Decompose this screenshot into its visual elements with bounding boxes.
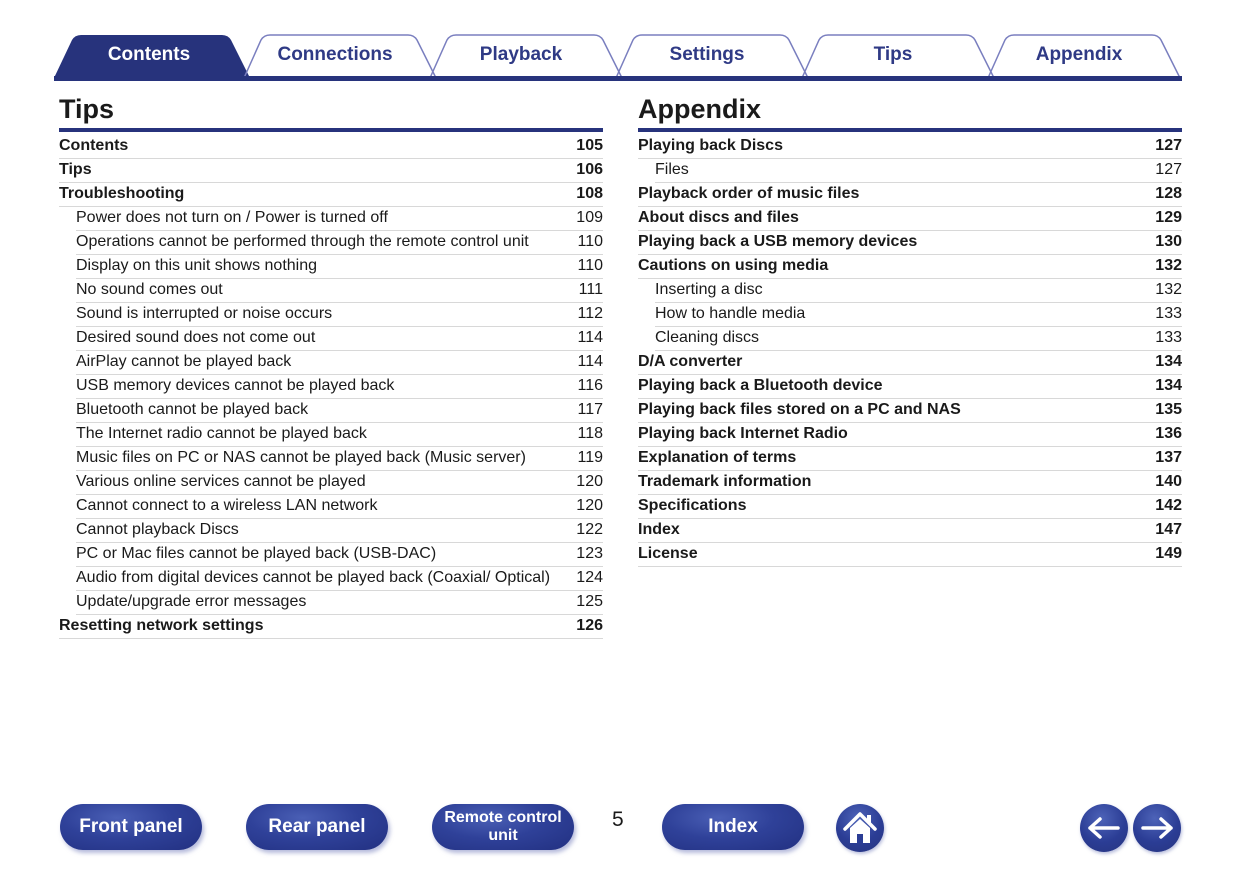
toc-entry[interactable] xyxy=(638,231,1182,255)
index-button[interactable] xyxy=(662,804,804,850)
toc-subentry[interactable] xyxy=(76,351,603,375)
toc-subentry[interactable] xyxy=(76,207,603,231)
toc-entry-title[interactable]: Inserting a disc xyxy=(655,281,763,298)
appendix-toc-list xyxy=(638,135,1182,567)
toc-entry-title[interactable]: Cannot connect to a wireless LAN network xyxy=(76,497,378,514)
toc-entry[interactable] xyxy=(59,159,603,183)
home-icon xyxy=(841,809,879,847)
toc-entry-title[interactable]: Resetting network settings xyxy=(59,617,264,634)
toc-entry-page[interactable]: 128 xyxy=(1155,185,1182,202)
index-label: Index xyxy=(708,816,758,837)
toc-entry-page[interactable]: 110 xyxy=(577,233,603,250)
toc-entry-page[interactable]: 116 xyxy=(577,377,603,394)
toc-entry[interactable] xyxy=(638,519,1182,543)
toc-entry-title[interactable]: About discs and files xyxy=(638,209,799,226)
toc-entry[interactable] xyxy=(638,399,1182,423)
toc-entry-title[interactable]: No sound comes out xyxy=(76,281,223,298)
toc-entry-page[interactable]: 117 xyxy=(577,401,603,418)
toc-subentry[interactable] xyxy=(76,471,603,495)
tab-settings[interactable]: Settings xyxy=(669,44,745,65)
toc-entry-title[interactable]: Tips xyxy=(59,161,92,178)
toc-entry-page[interactable]: 110 xyxy=(577,257,603,274)
toc-entry-title[interactable]: Playing back Internet Radio xyxy=(638,425,848,442)
toc-subentry[interactable] xyxy=(76,591,603,615)
toc-entry[interactable] xyxy=(638,183,1182,207)
toc-entry-page[interactable]: 142 xyxy=(1155,497,1182,514)
toc-entry-page[interactable]: 135 xyxy=(1155,401,1182,418)
toc-entry-page[interactable]: 109 xyxy=(576,209,603,226)
toc-subentry[interactable] xyxy=(76,519,603,543)
rear-panel-button[interactable] xyxy=(246,804,388,850)
toc-entry[interactable] xyxy=(638,255,1182,279)
toc-entry-title[interactable]: Cleaning discs xyxy=(655,329,760,346)
remote-control-label-line2: unit xyxy=(488,827,518,844)
toc-subentry[interactable] xyxy=(76,543,603,567)
toc-entry-title[interactable]: Specifications xyxy=(638,497,747,514)
toc-entry-title[interactable]: Files xyxy=(655,161,689,178)
toc-entry-title[interactable]: Troubleshooting xyxy=(59,185,185,202)
toc-entry-title[interactable]: Cannot playback Discs xyxy=(76,521,239,538)
tab-playback[interactable]: Playback xyxy=(479,44,563,65)
toc-entry-title[interactable]: Sound is interrupted or noise occurs xyxy=(76,305,333,322)
tips-toc-section xyxy=(59,90,603,639)
toc-entry[interactable] xyxy=(638,135,1182,159)
toc-entry-page[interactable]: 120 xyxy=(576,497,603,514)
tab-bar-underline xyxy=(54,76,1182,81)
toc-entry-title[interactable]: Various online services cannot be played xyxy=(76,473,366,490)
toc-entry-page[interactable]: 130 xyxy=(1155,233,1182,250)
toc-subentry[interactable] xyxy=(76,399,603,423)
toc-entry-page[interactable]: 123 xyxy=(576,545,603,562)
toc-subentry[interactable] xyxy=(76,327,603,351)
toc-entry-page[interactable]: 124 xyxy=(576,569,603,586)
toc-entry-title[interactable]: Bluetooth cannot be played back xyxy=(76,401,309,418)
toc-entry-title[interactable]: Power does not turn on / Power is turned off xyxy=(76,209,388,226)
section-tab-bar xyxy=(54,34,1182,82)
toc-entry-title[interactable]: Index xyxy=(638,521,680,538)
home-button[interactable] xyxy=(836,804,884,852)
toc-subentry[interactable] xyxy=(76,255,603,279)
toc-entry-page[interactable]: 114 xyxy=(577,329,603,346)
toc-entry-title[interactable]: Display on this unit shows nothing xyxy=(76,257,318,274)
toc-entry-page[interactable]: 127 xyxy=(1155,161,1182,178)
toc-entry-page[interactable]: 129 xyxy=(1155,209,1182,226)
tab-tips[interactable]: Tips xyxy=(873,44,913,65)
arrow-right-icon xyxy=(1139,816,1175,840)
toc-entry-page[interactable]: 125 xyxy=(576,593,603,610)
toc-entry-page[interactable]: 111 xyxy=(578,281,603,298)
toc-entry-page[interactable]: 106 xyxy=(576,161,603,178)
toc-subentry[interactable] xyxy=(655,159,1182,183)
toc-subentry[interactable] xyxy=(655,327,1182,351)
remote-control-unit-button[interactable] xyxy=(432,804,574,850)
toc-entry-page[interactable]: 119 xyxy=(577,449,603,466)
section-title-appendix: Appendix xyxy=(638,94,762,124)
next-page-button[interactable] xyxy=(1133,804,1181,852)
section-title-rule xyxy=(59,128,603,132)
toc-entry-page[interactable]: 127 xyxy=(1155,137,1182,154)
section-title-tips: Tips xyxy=(59,94,115,124)
toc-entry[interactable] xyxy=(638,423,1182,447)
toc-entry-page[interactable]: 118 xyxy=(577,425,603,442)
toc-entry-title[interactable]: The Internet radio cannot be played back xyxy=(76,425,367,442)
toc-entry-title[interactable]: Audio from digital devices cannot be played back (Coaxial/ Optical) xyxy=(76,569,551,586)
toc-entry[interactable] xyxy=(638,495,1182,519)
toc-entry-title[interactable]: D/A converter xyxy=(638,353,743,370)
toc-entry-page[interactable]: 114 xyxy=(577,353,603,370)
toc-subentry[interactable] xyxy=(76,423,603,447)
toc-entry-title[interactable]: Cautions on using media xyxy=(638,257,829,274)
toc-subentry[interactable] xyxy=(76,303,603,327)
toc-entry-page[interactable]: 137 xyxy=(1155,449,1182,466)
toc-entry-page[interactable]: 140 xyxy=(1155,473,1182,490)
toc-entry-page[interactable]: 136 xyxy=(1155,425,1182,442)
tab-appendix[interactable]: Appendix xyxy=(1035,44,1123,65)
rear-panel-label: Rear panel xyxy=(268,816,366,837)
section-title-rule xyxy=(638,128,1182,132)
remote-control-label-line1: Remote control xyxy=(444,809,562,826)
toc-entry-title[interactable]: PC or Mac files cannot be played back (USB-DAC) xyxy=(76,545,437,562)
toc-entry[interactable] xyxy=(638,351,1182,375)
toc-entry[interactable] xyxy=(638,447,1182,471)
toc-entry-page[interactable]: 112 xyxy=(577,305,603,322)
toc-entry-title[interactable]: USB memory devices cannot be played back xyxy=(76,377,395,394)
toc-entry-page[interactable]: 126 xyxy=(576,617,603,634)
toc-entry-page[interactable]: 132 xyxy=(1155,281,1182,298)
toc-entry-page[interactable]: 147 xyxy=(1155,521,1182,538)
toc-entry-page[interactable]: 105 xyxy=(576,137,603,154)
toc-entry[interactable] xyxy=(59,183,603,207)
toc-entry[interactable] xyxy=(59,135,603,159)
toc-entry-title[interactable]: Desired sound does not come out xyxy=(76,329,316,346)
toc-subentry[interactable] xyxy=(76,495,603,519)
toc-subentry[interactable] xyxy=(655,303,1182,327)
toc-entry-page[interactable]: 108 xyxy=(576,185,603,202)
front-panel-button[interactable] xyxy=(60,804,202,850)
arrow-left-icon xyxy=(1086,816,1122,840)
toc-entry-page[interactable]: 134 xyxy=(1155,353,1182,370)
page-number: 5 xyxy=(612,808,624,831)
toc-entry-title[interactable]: License xyxy=(638,545,698,562)
toc-subentry[interactable] xyxy=(76,567,603,591)
tips-toc-list xyxy=(59,135,603,639)
toc-entry-page[interactable]: 133 xyxy=(1155,305,1182,322)
tab-connections[interactable]: Connections xyxy=(277,44,393,65)
toc-entry-title[interactable]: Operations cannot be performed through the remote control unit xyxy=(76,233,529,250)
toc-entry-title[interactable]: AirPlay cannot be played back xyxy=(76,353,292,370)
toc-entry[interactable] xyxy=(638,375,1182,399)
toc-entry-title[interactable]: Music files on PC or NAS cannot be played back (Music server) xyxy=(76,449,526,466)
front-panel-label: Front panel xyxy=(79,816,183,837)
toc-entry[interactable] xyxy=(59,615,603,639)
toc-entry-page[interactable]: 133 xyxy=(1155,329,1182,346)
appendix-toc-section xyxy=(638,90,1182,567)
toc-entry-title[interactable]: Explanation of terms xyxy=(638,449,797,466)
toc-subentry[interactable] xyxy=(655,279,1182,303)
toc-entry-title[interactable]: Playing back a Bluetooth device xyxy=(638,377,883,394)
toc-subentry[interactable] xyxy=(76,231,603,255)
toc-entry[interactable] xyxy=(638,207,1182,231)
toc-entry-page[interactable]: 149 xyxy=(1155,545,1182,562)
toc-subentry[interactable] xyxy=(76,375,603,399)
previous-page-button[interactable] xyxy=(1080,804,1128,852)
toc-entry-title[interactable]: How to handle media xyxy=(655,305,806,322)
toc-entry-page[interactable]: 132 xyxy=(1155,257,1182,274)
toc-entry-title[interactable]: Update/upgrade error messages xyxy=(76,593,307,610)
toc-entry-title[interactable]: Contents xyxy=(59,137,129,154)
toc-entry-page[interactable]: 134 xyxy=(1155,377,1182,394)
toc-entry-title[interactable]: Playback order of music files xyxy=(638,185,860,202)
toc-entry-title[interactable]: Playing back Discs xyxy=(638,137,783,154)
toc-subentry[interactable] xyxy=(76,279,603,303)
toc-entry-title[interactable]: Playing back a USB memory devices xyxy=(638,233,918,250)
toc-entry-title[interactable]: Trademark information xyxy=(638,473,812,490)
toc-entry[interactable] xyxy=(638,543,1182,567)
toc-entry[interactable] xyxy=(638,471,1182,495)
toc-entry-page[interactable]: 122 xyxy=(576,521,603,538)
tab-contents[interactable]: Contents xyxy=(107,44,191,65)
toc-entry-page[interactable]: 120 xyxy=(576,473,603,490)
toc-subentry[interactable] xyxy=(76,447,603,471)
toc-entry-title[interactable]: Playing back files stored on a PC and NAS xyxy=(638,401,961,418)
